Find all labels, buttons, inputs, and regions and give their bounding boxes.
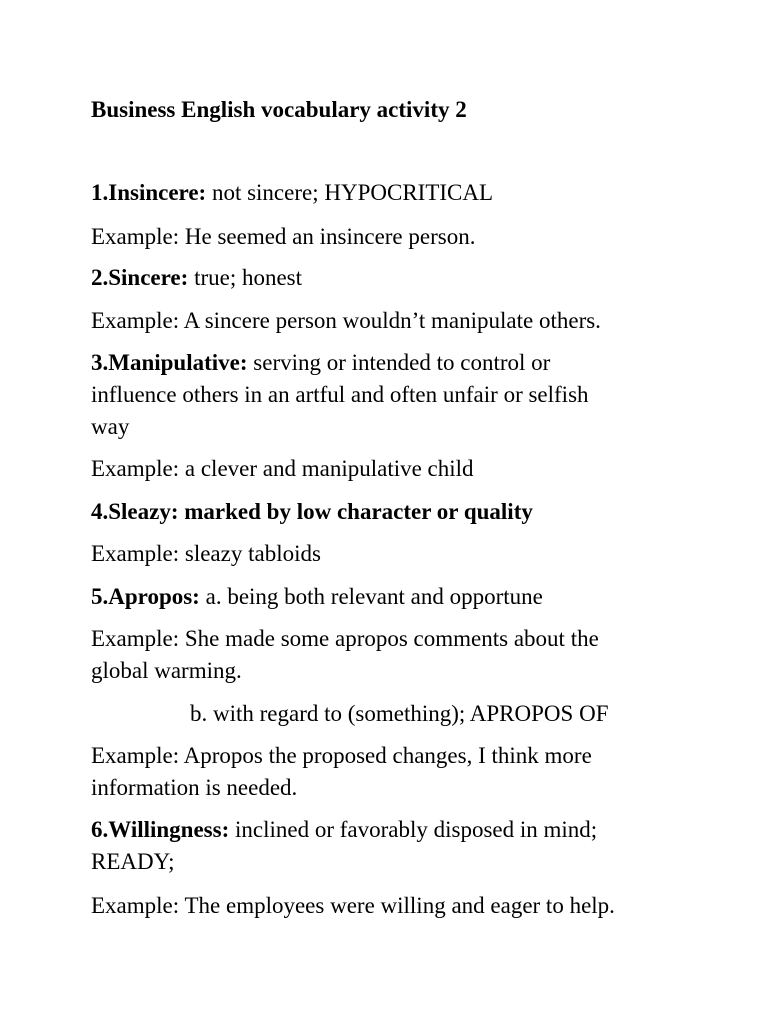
entry-3-definition-line-2: influence others in an artful and often unfair or selfish — [91, 382, 589, 407]
entry-6-definition-line-1 — [91, 814, 597, 846]
entry-6-definition-line-2: READY; — [91, 849, 175, 874]
entry-5-term: 5.Apropos: — [91, 584, 200, 609]
entry-3-example: Example: a clever and manipulative child — [91, 456, 474, 481]
entry-2-definition: true; honest — [188, 265, 303, 290]
entry-4-term: 4.Sleazy: — [91, 499, 179, 524]
entry-6-term: 6.Willingness: — [91, 817, 230, 842]
entry-6-definition-part-1: inclined or favorably disposed in mind; — [229, 817, 598, 842]
entry-1-example: Example: He seemed an insincere person. — [91, 224, 476, 249]
entry-3-definition-part-1: serving or intended to control or — [247, 350, 551, 375]
page-title: Business English vocabulary activity 2 — [91, 97, 467, 122]
entry-5-example-a-line-1: Example: She made some apropos comments about the — [91, 626, 599, 651]
entry-2-term: 2.Sincere: — [91, 265, 189, 290]
entry-3-definition-line-3: way — [91, 414, 130, 439]
entry-1-term: 1.Insincere: — [91, 180, 207, 205]
entry-2-example: Example: A sincere person wouldn’t manipulate others. — [91, 308, 601, 333]
entry-1-definition-line — [91, 177, 493, 209]
entry-4-definition: marked by low character or quality — [178, 499, 533, 524]
entry-5-definition-a: a. being both relevant and opportune — [199, 584, 543, 609]
entry-2-definition-line — [91, 262, 302, 294]
entry-5-example-b-line-1: Example: Apropos the proposed changes, I think more — [91, 743, 592, 768]
entry-6-example: Example: The employees were willing and eager to help. — [91, 893, 615, 918]
entry-5-example-b-line-2: information is needed. — [91, 775, 298, 800]
entry-1-definition: not sincere; HYPOCRITICAL — [206, 180, 494, 205]
entry-3-term: 3.Manipulative: — [91, 350, 248, 375]
entry-5-definition-a-line — [91, 581, 543, 613]
entry-5-example-a-line-2: global warming. — [91, 658, 242, 683]
entry-5-definition-b: b. with regard to (something); APROPOS OF — [190, 701, 609, 726]
entry-4-definition-line — [91, 496, 533, 528]
entry-4-example: Example: sleazy tabloids — [91, 541, 321, 566]
entry-3-definition-line-1 — [91, 347, 550, 379]
